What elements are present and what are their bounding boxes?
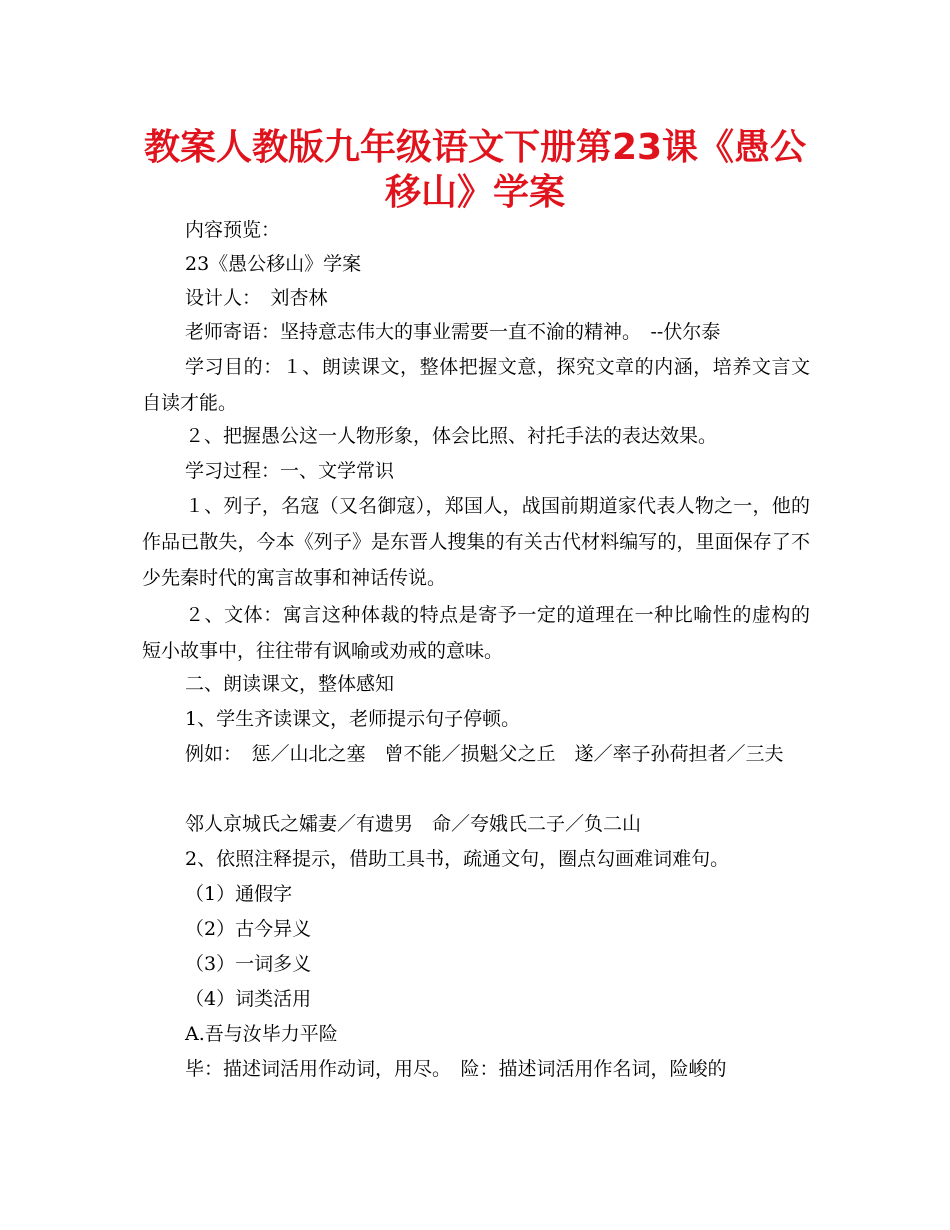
paragraph-designer: 设计人： 刘杏林 xyxy=(185,287,328,309)
document-title-line-1: 教案人教版九年级语文下册第23课《愚公 xyxy=(143,127,807,168)
paragraph-learning-process: 学习过程：一、文学常识 xyxy=(185,460,395,482)
paragraph-example-pauses: 例如： 惩／山北之塞 曾不能／损魁父之丘 遂／率子孙荷担者／三夫 xyxy=(185,743,784,765)
paragraph-example-pauses-2: 邻人京城氏之孀妻／有遗男 命／夸娥氏二子／负二山 xyxy=(185,813,642,835)
paragraph-item-4: （4）词类活用 xyxy=(185,988,312,1010)
paragraph-liezi: １、列子，名寇（又名御寇），郑国人，战国前期道家代表人物之一，他的作品已散失，今本《列子》是东晋人搜集的有关古代材料编写的，里面保存了不少先秦时代的寓言故事和神话传说。 xyxy=(142,495,810,589)
paragraph-item-3: （3）一词多义 xyxy=(185,953,312,975)
paragraph-genre: ２、文体：寓言这种体裁的特点是寄予一定的道理在一种比喻性的虚构的短小故事中，往往带有讽喻或劝戒的意味。 xyxy=(142,604,810,662)
paragraph-explanation: 毕：描述词活用作动词，用尽。 险：描述词活用作名词，险峻的 xyxy=(185,1058,727,1080)
paragraph-teacher-message: 老师寄语：坚持意志伟大的事业需要一直不渝的精神。 --伏尔泰 xyxy=(185,321,721,343)
paragraph-subtitle: 23《愚公移山》学案 xyxy=(185,253,362,275)
paragraph-learning-goal-1: 学习目的：１、朗读课文，整体把握文意，探究文章的内涵，培养文言文自读才能。 xyxy=(142,356,810,414)
paragraph-section-two: 二、朗读课文，整体感知 xyxy=(185,673,395,695)
paragraph-learning-goal-2: ２、把握愚公这一人物形象，体会比照、衬托手法的表达效果。 xyxy=(185,425,718,447)
document-title-line-2: 移山》学案 xyxy=(384,172,565,213)
paragraph-item-1: （1）通假字 xyxy=(185,883,293,905)
paragraph-reading: 1、学生齐读课文，老师提示句子停顿。 xyxy=(185,708,521,730)
paragraph-annotation-task: 2、依照注释提示，借助工具书，疏通文句，圈点勾画难词难句。 xyxy=(185,848,730,870)
paragraph-example-a: A.吾与汝毕力平险 xyxy=(185,1023,338,1045)
paragraph-preview-label: 内容预览： xyxy=(185,219,281,241)
paragraph-item-2: （2）古今异义 xyxy=(185,918,312,940)
